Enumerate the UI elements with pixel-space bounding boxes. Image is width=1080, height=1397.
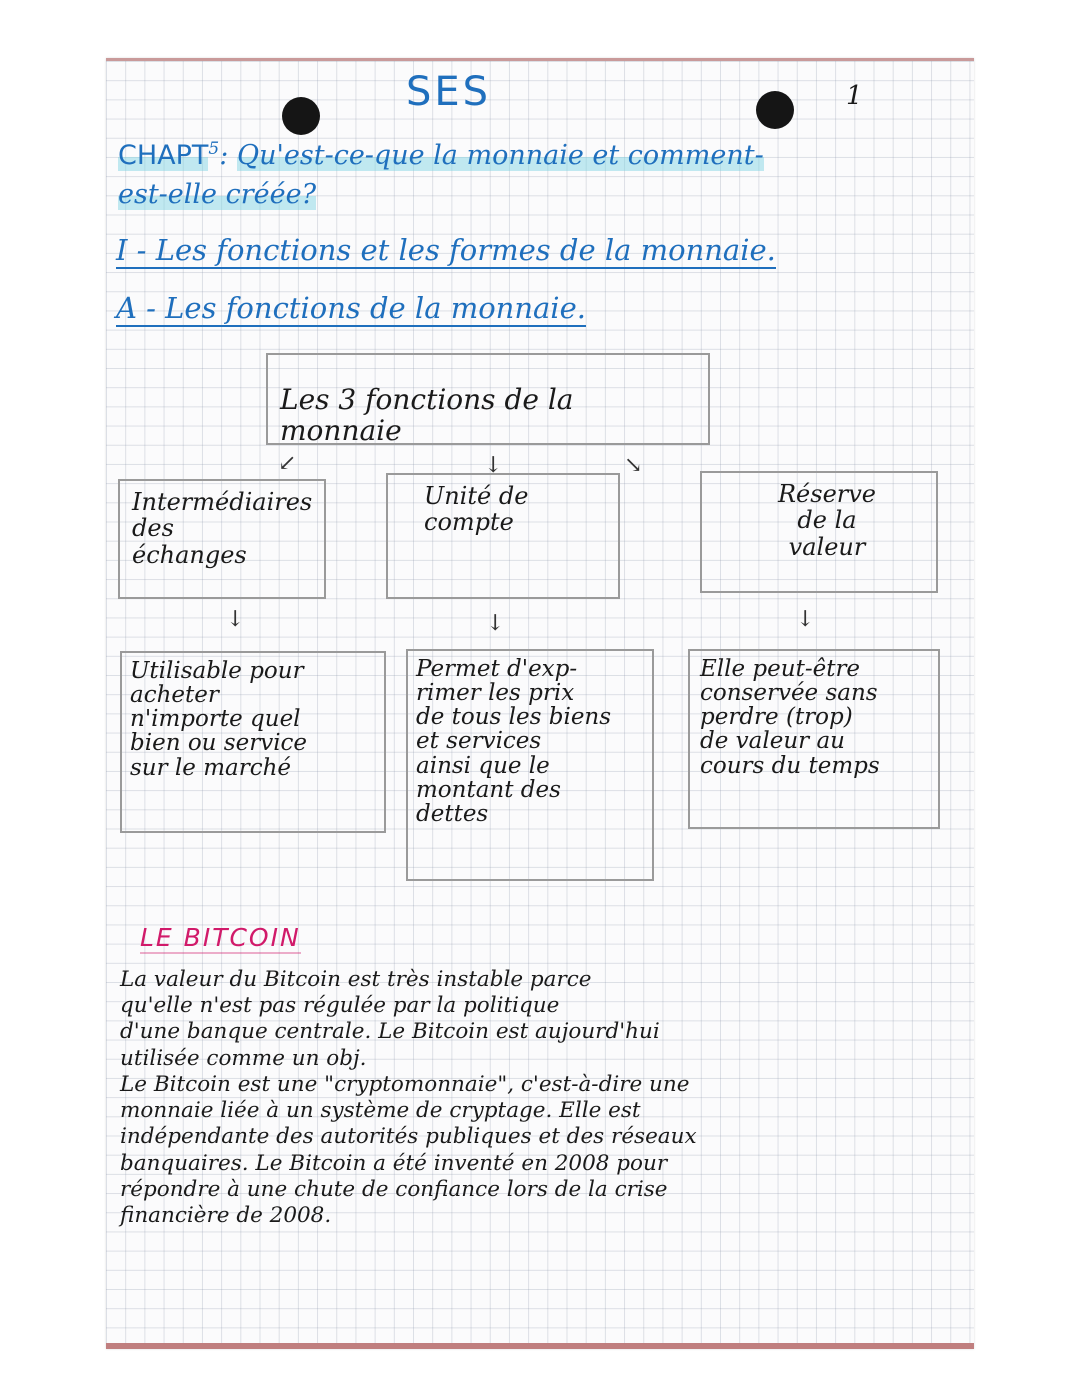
desc-line: conservée sans <box>700 680 878 707</box>
function-title-line: de la <box>797 506 857 535</box>
desc-line: ainsi que le <box>416 752 550 779</box>
chapter-heading <box>118 139 764 171</box>
desc-line: rimer les prix <box>416 680 575 707</box>
function-title-line: compte <box>424 508 514 537</box>
page-number: 1 <box>846 81 863 111</box>
punch-hole-left <box>282 97 320 135</box>
chapter-title-line2-wrap <box>118 179 316 210</box>
section-A-heading: A - Les fonctions de la monnaie. <box>116 291 586 325</box>
bitcoin-line: répondre à une chute de confiance lors de la crise <box>120 1176 668 1202</box>
function-box-exchange <box>118 479 326 599</box>
arrow-to-right-icon: ↘ <box>624 453 643 478</box>
chapter-label: CHAPT <box>118 140 209 171</box>
desc-line: perdre (trop) <box>700 704 853 731</box>
chapter-colon: : <box>219 140 229 171</box>
desc-line: sur le marché <box>130 754 292 781</box>
bitcoin-line: monnaie liée à un système de cryptage. Elle est <box>120 1098 641 1124</box>
desc-line: montant des <box>416 776 561 803</box>
bitcoin-heading: LE BITCOIN <box>140 923 301 952</box>
function-title-line: échanges <box>132 540 247 569</box>
bitcoin-line: qu'elle n'est pas régulée par la politique <box>120 993 560 1019</box>
desc-line: de valeur au <box>700 728 845 755</box>
notebook-page <box>106 58 974 1349</box>
chapter-title-line1: Qu'est-ce-que la monnaie et comment- <box>236 140 764 171</box>
bitcoin-line: d'une banque centrale. Le Bitcoin est aujourd'hui <box>120 1019 660 1045</box>
section-I-heading: I - Les fonctions et les formes de la monnaie. <box>116 233 776 267</box>
desc-line: n'importe quel <box>130 706 301 733</box>
desc-line: Permet d'exp- <box>416 656 578 682</box>
diagram-root-label: Les 3 fonctions de la monnaie <box>280 383 574 447</box>
desc-line: dettes <box>416 800 489 827</box>
desc-line: Elle peut-être <box>700 656 861 682</box>
bitcoin-line: utilisée comme un obj. <box>120 1045 367 1071</box>
arrow-down-middle-icon: ↓ <box>486 611 505 636</box>
desc-line: de tous les biens <box>416 704 612 731</box>
arrow-down-right-icon: ↓ <box>796 607 815 632</box>
desc-box-unit <box>406 649 654 881</box>
desc-box-reserve <box>688 649 940 829</box>
function-title-line: valeur <box>788 532 866 561</box>
function-title-line: des <box>132 514 174 543</box>
arrow-to-middle-icon: ↓ <box>484 453 503 478</box>
desc-line: Utilisable pour <box>130 658 304 684</box>
bitcoin-line: banquaires. Le Bitcoin a été inventé en 2008 pour <box>120 1150 668 1176</box>
subject-title: SES <box>406 69 492 115</box>
desc-line: acheter <box>130 682 219 709</box>
arrow-to-left-icon: ↙ <box>278 451 297 476</box>
arrow-down-left-icon: ↓ <box>226 607 245 632</box>
bitcoin-paragraph <box>120 967 970 1229</box>
desc-line: et services <box>416 728 542 755</box>
function-title-line: Intermédiaires <box>132 488 313 516</box>
desc-line: cours du temps <box>700 752 880 779</box>
bitcoin-line: Le Bitcoin est une "cryptomonnaie", c'est-à-dire une <box>120 1071 690 1097</box>
bitcoin-line: financière de 2008. <box>120 1202 332 1228</box>
bitcoin-line: La valeur du Bitcoin est très instable parce <box>120 967 592 992</box>
diagram-root-box <box>266 353 710 445</box>
function-box-reserve <box>700 471 938 593</box>
function-box-unit <box>386 473 620 599</box>
function-title-line: Réserve <box>777 480 877 508</box>
chapter-number: 5 <box>208 139 220 159</box>
function-title-line: Unité de <box>424 482 529 510</box>
chapter-title-line2: est-elle créée? <box>118 179 317 210</box>
bitcoin-line: indépendante des autorités publiques et des réseaux <box>120 1124 697 1150</box>
desc-line: bien ou service <box>130 730 308 757</box>
desc-box-exchange <box>120 651 386 833</box>
punch-hole-right <box>756 91 794 129</box>
